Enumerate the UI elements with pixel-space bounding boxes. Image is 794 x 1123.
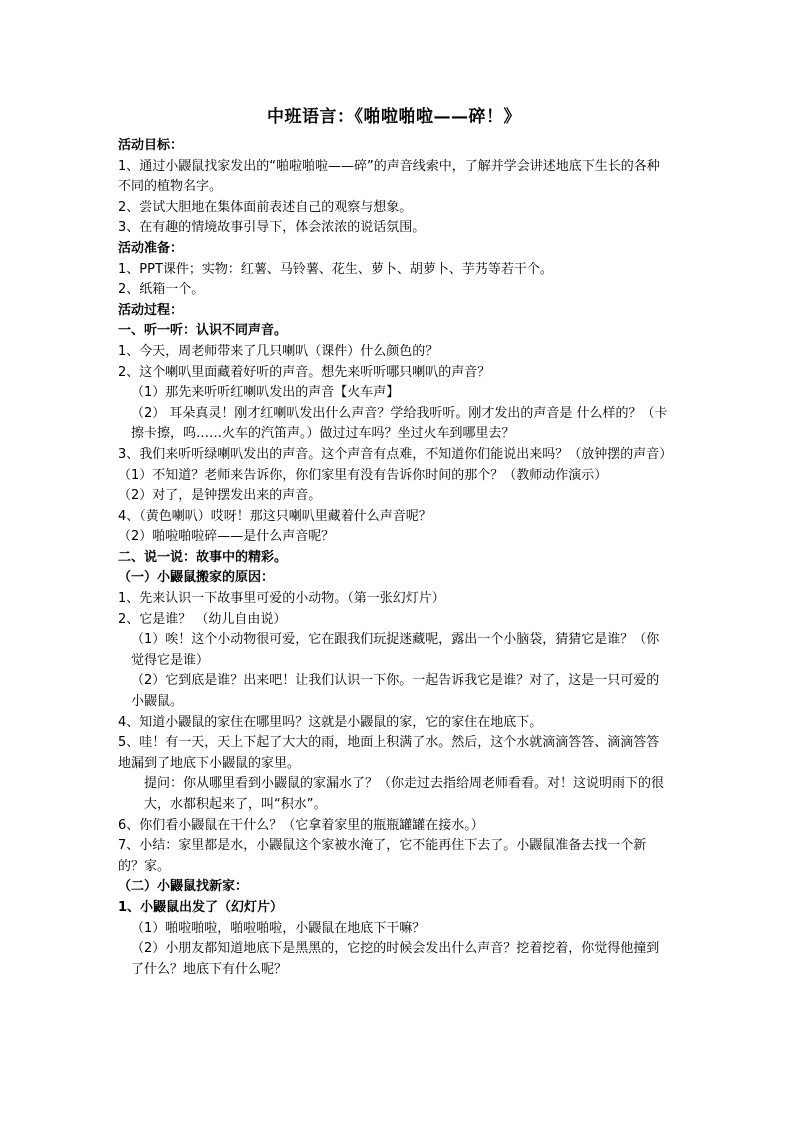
paragraph: （1）啪啦啪啦，啪啦啪啦，小鼹鼠在地底下干嘛？ xyxy=(131,920,426,936)
document-body xyxy=(118,136,673,980)
document-title: 中班语言：《啪啦啪啦——碎！》 xyxy=(267,107,521,127)
paragraph: 1、今天，周老师带来了几只喇叭（课件）什么颜色的？ xyxy=(118,343,439,359)
paragraph: （1）不知道？老师来告诉你，你们家里有没有告诉你时间的那个？（教师动作演示） xyxy=(118,467,608,483)
paragraph: 7、小结：家里都是水，小鼹鼠这个家被水淹了，它不能再住下去了。小鼹鼠准备去找一个新的？家。 xyxy=(118,838,647,874)
section-heading: （二）小鼹鼠找新家： xyxy=(118,879,249,895)
paragraph: （1）唉！这个小动物很可爱，它在跟我们玩捉迷藏呢，露出一个小脑袋，猜猜它是谁？（你觉得它是谁） xyxy=(131,632,660,668)
section-heading: 一、听一听：认识不同声音。 xyxy=(118,323,288,339)
paragraph: （2）对了，是钟摆发出来的声音。 xyxy=(118,488,322,504)
paragraph: 2、这个喇叭里面藏着好听的声音。想先来听听哪只喇叭的声音？ xyxy=(118,364,491,380)
paragraph: 2、纸箱一个。 xyxy=(118,282,205,298)
paragraph: 1、PPT课件；实物：红薯、马铃薯、花生、萝卜、胡萝卜、芋艿等若干个。 xyxy=(118,261,553,277)
paragraph: 2、它是谁？ （幼儿自由说） xyxy=(118,611,287,627)
paragraph: 2、尝试大胆地在集体面前表述自己的观察与想象。 xyxy=(118,199,413,215)
paragraph: （2）它到底是谁？出来吧！让我们认识一下你。一起告诉我它是谁？对了，这是一只可爱的小鼹鼠。 xyxy=(131,673,660,710)
paragraph: 4、知道小鼹鼠的家住在哪里吗？这就是小鼹鼠的家，它的家住在地底下。 xyxy=(118,714,543,730)
paragraph: 3、我们来听听绿喇叭发出的声音。这个声音有点难，不知道你们能说出来吗？（放钟摆的声音） xyxy=(118,446,673,462)
section-heading: 活动目标： xyxy=(118,138,184,153)
section-heading: 二、说一说：故事中的精彩。 xyxy=(118,549,288,565)
section-heading: 活动过程： xyxy=(118,302,184,318)
paragraph: 1、先来认识一下故事里可爱的小动物。（第一张幻灯片） xyxy=(118,591,445,607)
paragraph: （2）啪啦啪啦碎——是什么声音呢？ xyxy=(118,529,335,545)
paragraph: 1、通过小鼹鼠找家发出的“啪啦啪啦——碎”的声音线索中，了解并学会讲述地底下生长的各种不同的植物名字。 xyxy=(118,158,660,195)
paragraph: 6、你们看小鼹鼠在干什么？（它拿着家里的瓶瓶罐罐在接水。） xyxy=(118,817,484,833)
paragraph: （2） 耳朵真灵！刚才红喇叭发出什么声音？学给我听听。刚才发出的声音是 什么样的？（卡擦卡擦，呜……火车的汽笛声。）做过过车吗？坐过火车到哪里去？ xyxy=(131,405,668,442)
section-heading: （一）小鼹鼠搬家的原因： xyxy=(118,570,275,586)
paragraph: （1）那先来听听红喇叭发出的声音【火车声】 xyxy=(131,385,400,401)
paragraph: 4、（黄色喇叭）哎呀！那这只喇叭里藏着什么声音呢？ xyxy=(118,508,432,524)
section-heading: 1、小鼹鼠出发了（幻灯片） xyxy=(118,899,284,915)
section-heading: 活动准备： xyxy=(118,240,184,256)
paragraph: 3、在有趣的情境故事引导下，体会浓浓的说话氛围。 xyxy=(118,220,426,236)
paragraph: （2）小朋友都知道地底下是黑黑的，它挖的时候会发出什么声音？挖着挖着，你觉得他撞到了什么？地底下有什么呢？ xyxy=(131,941,660,977)
paragraph: 5、哇！有一天，天上下起了大大的雨，地面上积满了水。然后，这个水就滴滴答答、滴滴答答地漏到了地底下小鼹鼠的家里。 xyxy=(118,735,660,771)
paragraph: 提问：你从哪里看到小鼹鼠的家漏水了？（你走过去指给周老师看看。对！这说明雨下的很大，水都积起来了，叫“积水”。 xyxy=(144,776,665,812)
